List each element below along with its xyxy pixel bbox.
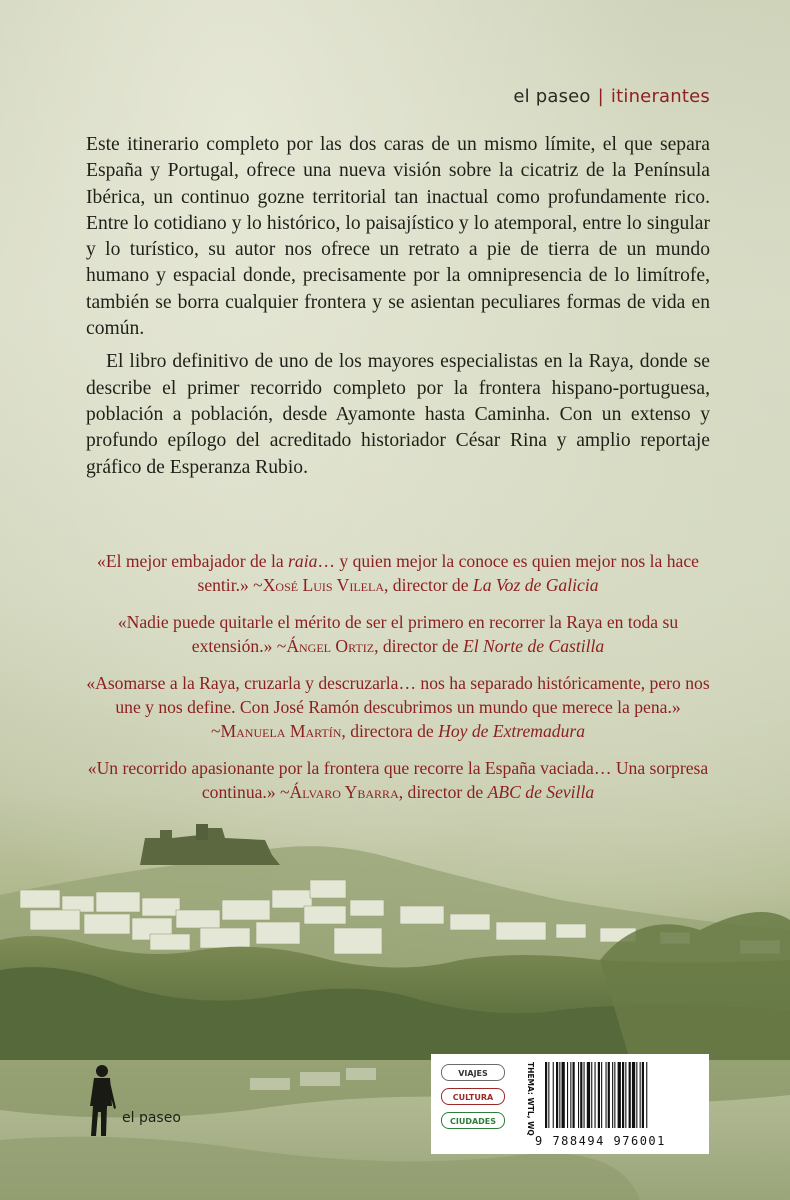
- quote-text: «Nadie puede quitarle el mérito de ser el primero en recorrer la Raya en toda su extensión.» ~: [117, 612, 679, 656]
- press-quote: [86, 756, 710, 804]
- quote-role: , director de: [374, 636, 463, 656]
- press-quote: [86, 549, 710, 597]
- isbn-number: 9 788494 976001: [535, 1134, 666, 1148]
- synopsis-paragraph-2: El libro definitivo de uno de los mayores especialistas en la Raya, donde se describe el primer recorrido completo por la frontera hispano-portuguesa, población a población, desde Ayamonte hasta Caminha. Con un extenso y profundo epílogo del acreditado historiador César Rina y amplio reportaje gráfico de Esperanza Rubio.: [86, 351, 710, 478]
- quote-text: «El mejor embajador de la: [97, 551, 289, 571]
- synopsis: [86, 132, 710, 481]
- quote-role: , director de: [398, 782, 488, 802]
- quote-role: , director de: [384, 575, 473, 595]
- collection-name: itinerantes: [610, 86, 710, 107]
- barcode-icon: [541, 1062, 701, 1136]
- category-badge: VIAJES: [441, 1064, 505, 1081]
- quote-text: «Asomarse a la Raya, cruzarla y descruzarla… nos ha separado históricamente, pero nos une y nos define. Con José Ramón descubrimos un mundo que merece la pena.» ~: [86, 673, 710, 741]
- quote-outlet: ABC de Sevilla: [487, 782, 595, 802]
- barcode-panel: [431, 1054, 709, 1154]
- publisher-logo-text: el paseo: [122, 1110, 181, 1126]
- publisher-logo-figure-icon: [82, 1062, 192, 1142]
- category-badge: CULTURA: [441, 1088, 505, 1105]
- quote-text: … y quien mejor la conoce es quien mejor nos la hace sentir.» ~: [197, 551, 699, 595]
- press-quote: [86, 610, 710, 658]
- quote-author: Ángel Ortiz: [286, 636, 375, 656]
- quote-outlet: El Norte de Castilla: [462, 636, 605, 656]
- quote-author: Manuela Martín: [220, 721, 342, 741]
- synopsis-paragraph-1: Este itinerario completo por las dos caras de un mismo límite, el que separa España y Portugal, ofrece una nueva visión sobre la cicatriz de la Península Ibérica, un continuo gozne territorial tan inactual como profundamente rico. Entre lo cotidiano y lo histórico, lo paisajístico y lo atemporal, entre lo singular y lo turístico, su autor nos ofrece un retrato a pie de tierra de un mundo humano y espacial donde, precisamente por la omnipresencia de lo limítrofe, también se borra cualquier frontera y se asientan peculiares formas de vida en común.: [86, 134, 710, 340]
- quote-role: , directora de: [341, 721, 439, 741]
- category-badge: CIUDADES: [441, 1112, 505, 1129]
- quote-author: Álvaro Ybarra: [289, 782, 399, 802]
- thema-code: THEMA: WTL, WQ: [526, 1062, 535, 1136]
- quote-outlet: Hoy de Extremadura: [438, 721, 586, 741]
- press-quotes: [86, 549, 710, 817]
- press-quote: [86, 671, 710, 743]
- quote-author: Xosé Luis Vilela: [262, 575, 384, 595]
- quote-text: «Un recorrido apasionante por la frontera que recorre la España vaciada… Una sorpresa continua.» ~: [87, 758, 709, 802]
- publisher-name: el paseo: [513, 86, 591, 107]
- series-header: [513, 86, 710, 107]
- quote-italic-term: raia: [288, 551, 318, 571]
- series-separator: |: [597, 86, 604, 107]
- quote-outlet: La Voz de Galicia: [472, 575, 599, 595]
